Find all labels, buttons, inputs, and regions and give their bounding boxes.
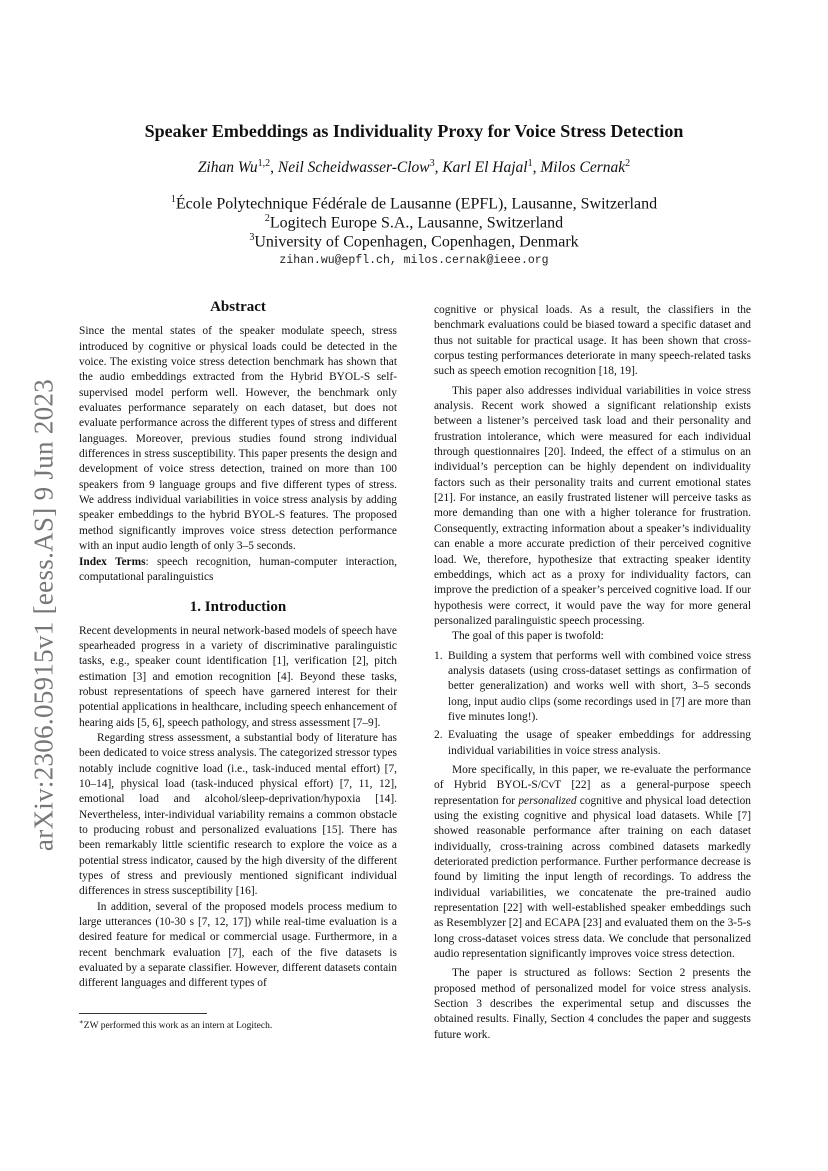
paper-title: Speaker Embeddings as Individuality Proxy for Voice Stress Detection (144, 121, 684, 141)
affiliation: $^3$University of Copenhagen, Copenhagen, Denmark (249, 232, 579, 251)
footnote: ∗ZW performed this work as an intern at Logitech. (79, 1018, 273, 1032)
footnote-divider (79, 1013, 207, 1014)
left-column (79, 300, 397, 992)
index-terms (79, 555, 397, 586)
paragraph: Recent developments in neural network-based models of speech have spearheaded progress in a variety of discriminative paralinguistic tasks, e.g., speaker count identification [1], verification [2], pitch estimation [3] and emotion recognition [4]. Beyond these tasks, robust representations of speech have garnered interest for their potential applications in healthcare, including speech enhancement of hearing aids [5, 6], speech pathology, and stress assessment [7–9]. (79, 624, 397, 729)
author-list (60, 158, 768, 177)
paragraph: Regarding stress assessment, a substantial body of literature has been dedicated to voice stress analysis. The categorized stressor types notably include cognitive load (i.e., task-induced mental effort) [7, 10–14], physical load (task-induced physical effort) [7, 11, 12], emotional load and alcohol/sleep-deprivation/hypoxia [14]. Nevertheless, inter-individual variability remains a common obstacle to producing robust and personalized evaluations [15]. There has been remarkably little scientific research to explore the voice as a potential stress indicator, caused by the high diversity of the different types of stress and previously mentioned significant individual differences in stress susceptibility [16]. (79, 731, 397, 898)
right-column (434, 303, 751, 1043)
paragraph: The paper is structured as follows: Section 2 presents the proposed method of personalized model for voice stress analysis. Section 3 describes the experimental setup and discusses the obtained results. Finally, Section 4 concludes the paper and suggests future work. (434, 967, 751, 1041)
paragraph: More specifically, in this paper, we re-evaluate the performance of Hybrid BYOL-S/CvT [22] as a general-purpose speech representation for personalized cognitive and physical load detection using the existing cognitive and physical load datasets. While [7] showed reasonable performance after training on each dataset individually, cross-training across combined datasets markedly deteriorated prediction performance. Further performance decrease is found by limiting the input length of recordings. To address the individual variabilities, we concatenate the pre-trained audio representation [22] with well-established speaker embeddings such as Resemblyzer [2] and ECAPA [23] and evaluated them on the 3-5-s long cross-dataset voices stress data. We conclude that personalized audio representation significantly improves voice stress detection. (434, 763, 752, 961)
list-item: 2. Evaluating the usage of speaker embeddings for addressing individual variabilities in voice stress analysis. (434, 729, 751, 757)
index-terms-label: Index Terms (79, 555, 146, 568)
abstract-heading: Abstract (210, 299, 266, 315)
section-heading-introduction: 1. Introduction (189, 599, 287, 616)
arxiv-stamp (14, 370, 74, 860)
affiliation: $^1$École Polytechnique Fédérale de Lausanne (EPFL), Lausanne, Switzerland (170, 194, 658, 213)
affiliation: $^2$Logitech Europe S.A., Lausanne, Switzerland (264, 213, 564, 232)
author: Milos Cernak$^2$ (540, 158, 631, 177)
goals-list (434, 649, 751, 759)
author: Neil Scheidwasser-Clow$^3$, (277, 158, 443, 177)
author: Karl El Hajal$^1$, (442, 158, 541, 177)
index-terms-text: : speech recognition, human-computer interaction, computational paralinguistics (79, 555, 397, 583)
paragraph: The goal of this paper is twofold: (452, 630, 604, 643)
author-emails: zihan.wu@epfl.ch, milos.cernak@ieee.org (279, 254, 549, 267)
paragraph: cognitive or physical loads. As a result, the classifiers in the benchmark evaluations could be biased toward a specific dataset and thus not suitable for practical usage. It has been shown that cross-corpus testing performances deteriorate in many speech-related tasks such as speech emotion recognition [18, 19]. (434, 304, 751, 378)
list-item: 1. Building a system that performs well with combined voice stress analysis datasets (using cross-dataset settings as confirmation of better generalization) and works well with short, 3–5 seconds long, input audio clips (some recordings used in [7] are more than five minutes long!). (434, 649, 751, 723)
abstract-text: Since the mental states of the speaker modulate speech, stress introduced by cognitive or physical loads could be detected in the voice. The existing voice stress detection benchmark has shown that the audio embeddings extracted from the Hybrid BYOL-S self-supervised model perform well. However, the benchmark only evaluates performance separately on each dataset, but does not evaluate performance across the different types of stress and different languages. Moreover, previous studies found strong individual differences in stress susceptibility. This paper presents the design and development of voice stress detection, trained on more than 100 speakers from 9 language groups and five different types of stress. We address individual variabilities in voice stress analysis by adding speaker embeddings to the hybrid BYOL-S features. The proposed method significantly improves voice stress detection performance with an input audio length of only 3–5 seconds. (79, 325, 397, 553)
arxiv-stamp-text: arXiv:2306.05915v1 [eess.AS] 9 Jun 2023 (28, 378, 59, 852)
author: Zihan Wu$^{1,2}$, (197, 158, 278, 177)
paragraph: In addition, several of the proposed models process medium to large utterances (10-30 s [7, 12, 17]) while real-time evaluation is a desired feature for medical or commercial usage. Furthermore, in a recent benchmark evaluation [7], each of the five datasets is evaluated by a separate classifier. However, different datasets contain different languages and different types of (79, 900, 397, 990)
paragraph: This paper also addresses individual variabilities in voice stress analysis. Recent work showed a significant relationship exists between a listener’s perceived task load and their personality and frustration intolerance, which were measured for each individual through questionnaires [20]. Indeed, the effect of a stimulus on an individual’s perception can be highly dependent on individuality factors such as their personality traits and current emotional states [21]. For instance, an easily frustrated listener will perceive tasks as more demanding than one with a higher tolerance for frustration. Consequently, extracting information about a speaker’s individuality can enable a more accurate prediction of their perceived cognitive load. We, therefore, hypothesize that extracting speaker identity embeddings, which act as a proxy for individuality factors, can improve the prediction of a speaker’s perceived cognitive load. If our hypothesis were correct, it would pave the way for more general personalized paralinguistic speech processing. (434, 384, 751, 627)
